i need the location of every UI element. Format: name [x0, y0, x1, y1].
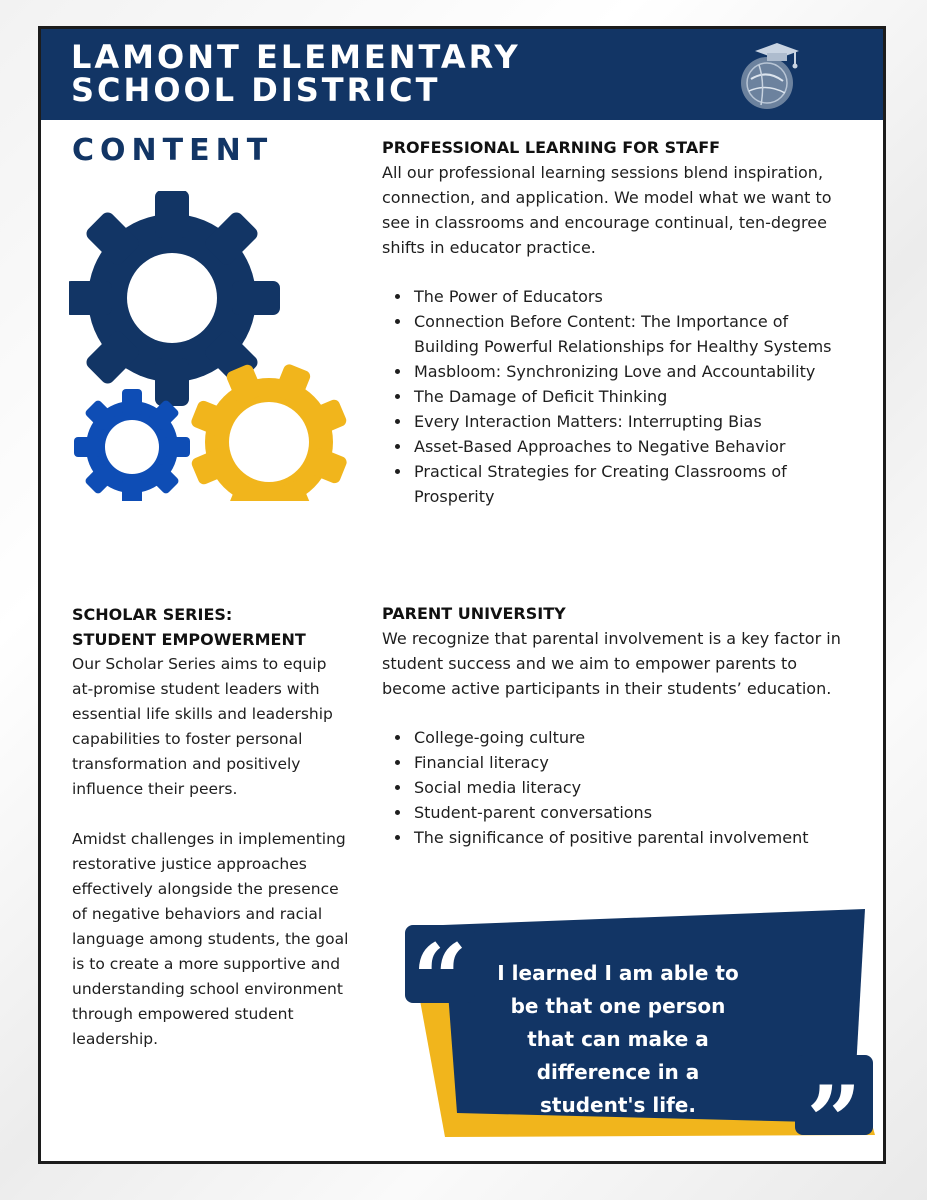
- list-item: • The significance of positive parental involvement: [412, 825, 862, 850]
- professional-learning-section: [382, 135, 852, 509]
- testimonial-quote: [405, 905, 875, 1155]
- list-item: • The Damage of Deficit Thinking: [412, 384, 852, 409]
- scholar-series-section: [72, 602, 352, 1052]
- list-item: • The Power of Educators: [412, 284, 852, 309]
- quote-text: I learned I am able to be that one person that can make a difference in a student's life.: [497, 961, 739, 1117]
- professional-learning-title: PROFESSIONAL LEARNING FOR STAFF: [382, 138, 721, 157]
- list-item: • College-going culture: [412, 725, 862, 750]
- svg-text:”: ”: [806, 1065, 862, 1155]
- svg-text:“: “: [412, 923, 468, 1036]
- list-item: • Every Interaction Matters: Interrupting Bias: [412, 409, 852, 434]
- district-title: LAMONT ELEMENTARY SCHOOL DISTRICT: [71, 38, 521, 109]
- scholar-series-paragraph-2: Amidst challenges in implementing restorative justice approaches effectively alongside the presence of negative behaviors and racial language among students, the goal is to create a more supportive and understanding school environment through empowered student leadership.: [72, 830, 349, 1048]
- parent-university-intro: We recognize that parental involvement is a key factor in student success and we aim to empower parents to become active participants in their students’ education.: [382, 629, 841, 698]
- professional-learning-list: [382, 284, 852, 509]
- list-item: • Asset-Based Approaches to Negative Behavior: [412, 434, 852, 459]
- professional-learning-intro: All our professional learning sessions blend inspiration, connection, and application. We model what we want to see in classrooms and encourage continual, ten-degree shifts in educator practice.: [382, 163, 832, 257]
- flyer-card: [38, 26, 886, 1164]
- scholar-series-title-line2: STUDENT EMPOWERMENT: [72, 630, 306, 649]
- list-item: • Masbloom: Synchronizing Love and Accountability: [412, 359, 852, 384]
- list-item: • Connection Before Content: The Importance of Building Powerful Relationships for Healthy Systems: [412, 309, 852, 359]
- list-item: • Student-parent conversations: [412, 800, 862, 825]
- open-quote-icon: [405, 923, 475, 1036]
- close-quote-icon: [795, 1055, 873, 1155]
- parent-university-section: [382, 601, 862, 850]
- content-heading: CONTENT: [72, 133, 274, 168]
- gears-icon: [69, 191, 351, 501]
- list-item: • Financial literacy: [412, 750, 862, 775]
- scholar-series-title-line1: SCHOLAR SERIES:: [72, 605, 233, 624]
- header-banner: [41, 29, 883, 120]
- scholar-series-paragraph-1: Our Scholar Series aims to equip at-promise student leaders with essential life skills and leadership capabilities to foster personal transformation and positively influence their peers.: [72, 655, 333, 798]
- graduation-cap-globe-icon: [737, 39, 805, 111]
- parent-university-title: PARENT UNIVERSITY: [382, 604, 566, 623]
- list-item: • Practical Strategies for Creating Classrooms of Prosperity: [412, 459, 852, 509]
- list-item: • Social media literacy: [412, 775, 862, 800]
- parent-university-list: [382, 725, 862, 850]
